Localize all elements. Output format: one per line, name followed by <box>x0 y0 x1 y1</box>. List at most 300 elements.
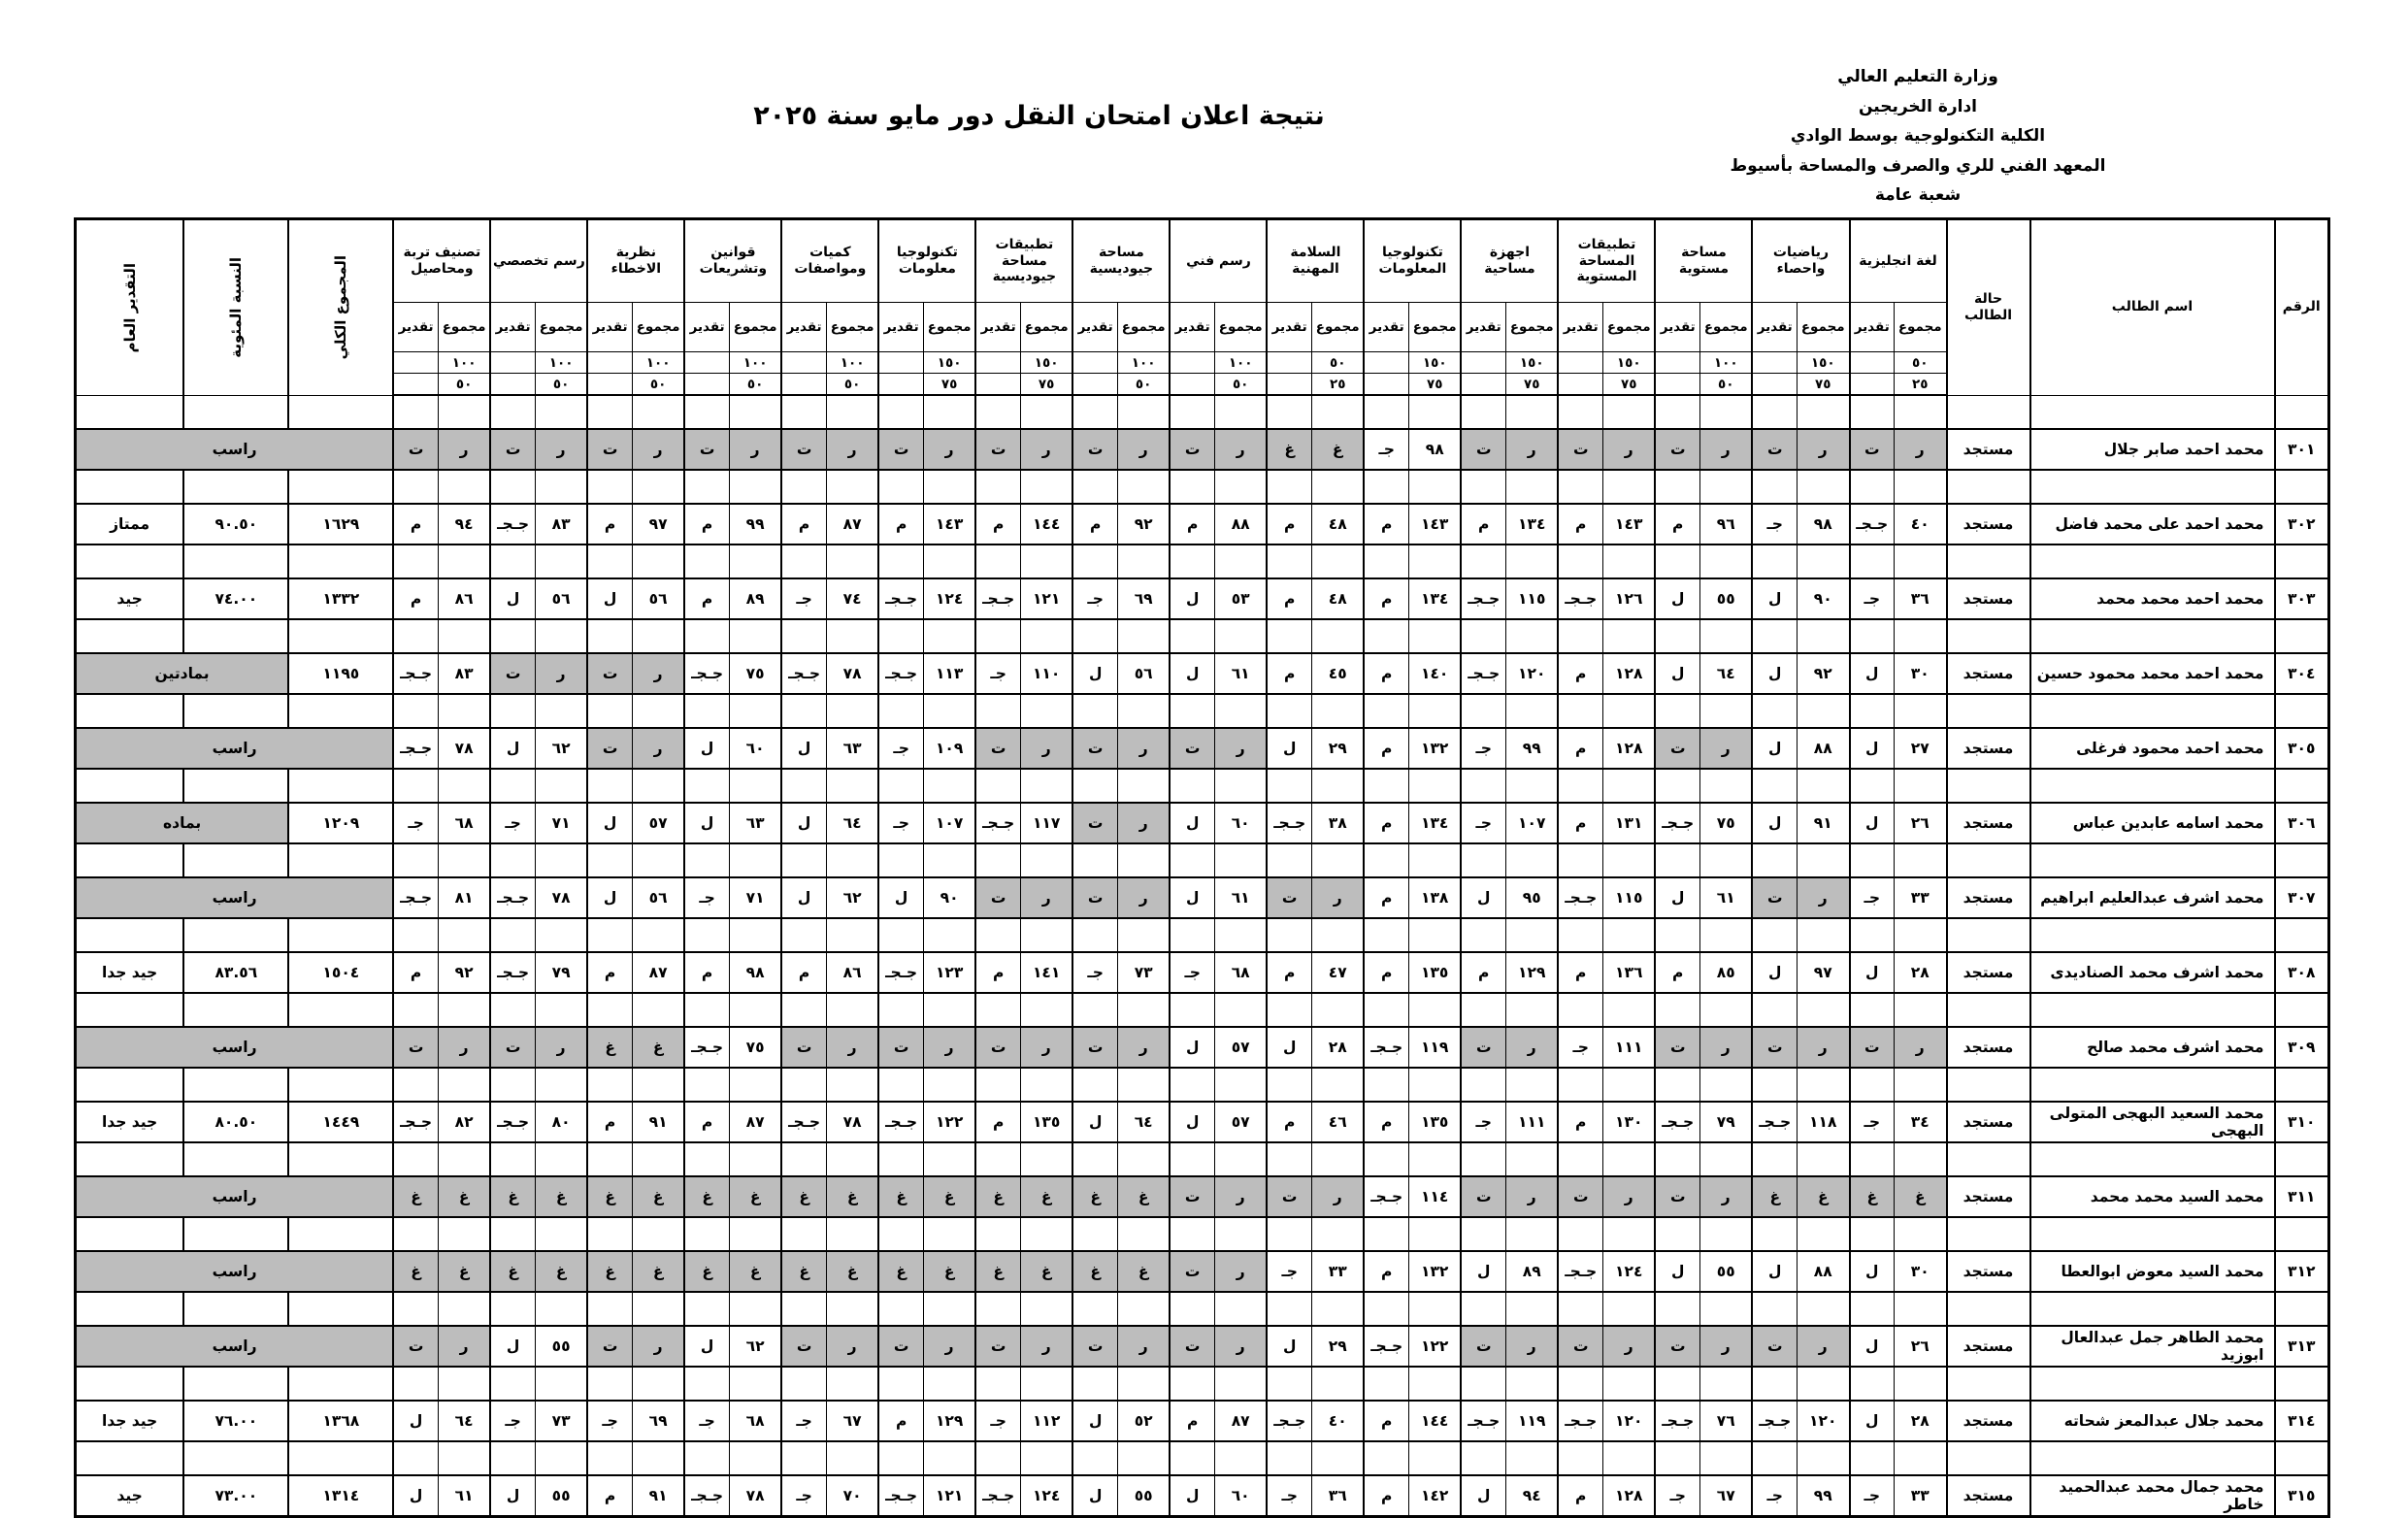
score-cell: ٦١ <box>1214 877 1267 918</box>
empty-cell <box>1558 1217 1602 1251</box>
grade-cell: م <box>1558 728 1602 769</box>
empty-cell <box>183 993 288 1027</box>
empty-cell <box>826 1068 878 1102</box>
empty-cell <box>393 1068 438 1102</box>
empty-cell <box>587 843 632 877</box>
score-cell: ر <box>1214 1176 1267 1217</box>
grade-cell: ل <box>1267 1326 1311 1367</box>
grade-cell: ت <box>490 653 535 694</box>
grade-cell: جـ <box>684 877 729 918</box>
empty-cell <box>1505 470 1558 504</box>
empty-cell <box>1117 1441 1170 1475</box>
score-cell: ر <box>923 429 975 470</box>
empty-cell <box>1214 769 1267 803</box>
score-cell: غ <box>438 1251 490 1292</box>
separator-row <box>75 1367 2328 1401</box>
empty-cell <box>1798 470 1850 504</box>
empty-cell <box>393 918 438 952</box>
empty-cell <box>1558 694 1602 728</box>
separator-row <box>75 1068 2328 1102</box>
empty-cell <box>781 1292 826 1326</box>
empty-cell <box>975 544 1020 578</box>
grade-cell: ت <box>1655 1326 1699 1367</box>
empty-cell <box>729 1292 781 1326</box>
grade-cell: جـجـ <box>781 653 826 694</box>
score-cell: ٦٤ <box>826 803 878 843</box>
score-cell: ر <box>826 1326 878 1367</box>
empty-cell <box>1214 1142 1267 1176</box>
empty-cell <box>1655 1292 1699 1326</box>
status-cell: مستجد <box>1947 1102 2030 1142</box>
percent-cell: ٧٤.٠٠ <box>183 578 288 619</box>
empty-cell <box>1170 918 1214 952</box>
result-cell: راسب <box>75 877 393 918</box>
score-cell: ٥٣ <box>1214 578 1267 619</box>
grade-cell: جـجـ <box>393 877 438 918</box>
grade-cell: جـجـ <box>878 1102 923 1142</box>
grade-cell: ت <box>684 429 729 470</box>
grade-cell: غ <box>1850 1176 1895 1217</box>
empty-cell <box>1850 544 1895 578</box>
grade-cell: جـ <box>490 803 535 843</box>
empty-cell <box>183 1292 288 1326</box>
empty-cell <box>1602 918 1655 952</box>
score-cell: ر <box>535 429 587 470</box>
score-cell: ٨٧ <box>826 504 878 544</box>
separator-row <box>75 1142 2328 1176</box>
ministry-line: المعهد الفني للري والصرف والمساحة بأسيوط <box>1730 155 2106 176</box>
empty-cell <box>1408 1142 1461 1176</box>
score-cell: غ <box>729 1176 781 1217</box>
empty-cell <box>1214 1292 1267 1326</box>
separator-row <box>75 1217 2328 1251</box>
empty-cell <box>183 619 288 653</box>
subject-max-mark: ١٠٠ <box>632 352 684 374</box>
col-header-subject: رسم تخصصي <box>490 219 587 303</box>
empty-cell <box>1895 395 1947 429</box>
empty-cell <box>1752 395 1797 429</box>
empty-cell <box>1699 619 1752 653</box>
empty-cell <box>1850 694 1895 728</box>
score-cell: ٥٧ <box>632 803 684 843</box>
score-cell: ٧٨ <box>438 728 490 769</box>
score-cell: ر <box>1117 1326 1170 1367</box>
score-cell: ١٢١ <box>1020 578 1072 619</box>
grade-cell: غ <box>878 1251 923 1292</box>
score-cell: ١٤٣ <box>923 504 975 544</box>
grade-cell: م <box>1461 504 1505 544</box>
score-cell: ر <box>1798 1326 1850 1367</box>
subject-max-mark: ٥٠ <box>1895 352 1947 374</box>
subcol-header-score: مجموع <box>826 303 878 352</box>
student-row <box>75 1027 2328 1068</box>
empty-cell <box>183 1142 288 1176</box>
empty-cell <box>438 918 490 952</box>
grade-cell: غ <box>975 1176 1020 1217</box>
grade-cell: جـ <box>1558 1027 1602 1068</box>
empty-cell <box>729 619 781 653</box>
empty-cell <box>1461 1217 1505 1251</box>
grade-cell: غ <box>393 1176 438 1217</box>
empty-cell <box>1214 619 1267 653</box>
grade-cell: ل <box>490 1475 535 1517</box>
empty-cell <box>1072 993 1117 1027</box>
grade-cell: م <box>1364 1102 1408 1142</box>
grade-cell: ل <box>1170 1475 1214 1517</box>
empty-cell <box>923 1441 975 1475</box>
empty-cell <box>1850 619 1895 653</box>
empty-cell <box>1461 544 1505 578</box>
score-cell: ٩١ <box>1798 803 1850 843</box>
score-cell: ٦٢ <box>826 877 878 918</box>
empty-cell <box>2030 1367 2275 1401</box>
grade-cell: ل <box>1850 728 1895 769</box>
subject-min-mark: ٥٠ <box>535 374 587 396</box>
score-cell: ٣٠ <box>1895 1251 1947 1292</box>
grade-cell: ت <box>1850 429 1895 470</box>
empty-cell <box>1558 1367 1602 1401</box>
empty-cell <box>1602 993 1655 1027</box>
empty-cell <box>1947 1367 2030 1401</box>
empty-cell <box>1020 619 1072 653</box>
empty-cell <box>878 769 923 803</box>
ministry-line: ادارة الخريجين <box>1858 96 1978 116</box>
empty-cell <box>438 843 490 877</box>
subject-max-mark: ١٠٠ <box>729 352 781 374</box>
grade-cell: م <box>975 952 1020 993</box>
empty-cell <box>1895 470 1947 504</box>
empty-cell <box>1461 395 1505 429</box>
empty-cell <box>1850 1292 1895 1326</box>
score-cell: غ <box>632 1176 684 1217</box>
separator-row <box>75 470 2328 504</box>
empty-cell <box>1267 374 1311 396</box>
name-cell: محمد السيد معوض ابوالعطا <box>2030 1251 2275 1292</box>
grade-cell: جـجـ <box>1267 803 1311 843</box>
empty-cell <box>75 1142 183 1176</box>
empty-cell <box>1655 395 1699 429</box>
empty-cell <box>1699 993 1752 1027</box>
grade-cell: ت <box>1170 728 1214 769</box>
grade-cell: ت <box>1170 1326 1214 1367</box>
grade-cell: ل <box>587 578 632 619</box>
empty-cell <box>1214 1441 1267 1475</box>
empty-cell <box>1850 1068 1895 1102</box>
score-cell: ر <box>923 1027 975 1068</box>
grade-cell: ل <box>1752 728 1797 769</box>
score-cell: ٢٩ <box>1311 1326 1364 1367</box>
empty-cell <box>1267 1217 1311 1251</box>
empty-cell <box>1798 918 1850 952</box>
grade-cell: جـجـ <box>1267 1401 1311 1441</box>
grade-cell: ل <box>781 803 826 843</box>
empty-cell <box>1699 544 1752 578</box>
status-cell: مستجد <box>1947 728 2030 769</box>
grade-cell: م <box>1072 504 1117 544</box>
empty-cell <box>1408 619 1461 653</box>
empty-cell <box>923 544 975 578</box>
empty-cell <box>587 694 632 728</box>
subject-max-mark: ١٥٠ <box>923 352 975 374</box>
separator-row <box>75 395 2328 429</box>
empty-cell <box>288 993 393 1027</box>
grade-cell: م <box>393 504 438 544</box>
subject-max-mark: ١٠٠ <box>1699 352 1752 374</box>
empty-cell <box>729 1367 781 1401</box>
grade-cell: م <box>1558 803 1602 843</box>
grade-cell: ل <box>781 877 826 918</box>
grade-cell: ت <box>490 429 535 470</box>
empty-cell <box>1655 1217 1699 1251</box>
empty-cell <box>2275 619 2329 653</box>
name-cell: محمد السيد محمد محمد <box>2030 1176 2275 1217</box>
grade-cell: ل <box>1850 653 1895 694</box>
grade-cell: م <box>587 1475 632 1517</box>
grade-cell: ل <box>781 728 826 769</box>
empty-cell <box>1311 619 1364 653</box>
empty-cell <box>975 918 1020 952</box>
total-cell: ١٣٦٨ <box>288 1401 393 1441</box>
empty-cell <box>1072 1441 1117 1475</box>
empty-cell <box>438 544 490 578</box>
empty-cell <box>878 1292 923 1326</box>
empty-cell <box>1798 694 1850 728</box>
grade-cell: ت <box>1850 1027 1895 1068</box>
grade-cell: جـ <box>587 1401 632 1441</box>
grade-cell: ت <box>1072 429 1117 470</box>
score-cell: غ <box>535 1176 587 1217</box>
empty-cell <box>1117 1217 1170 1251</box>
empty-cell <box>1602 395 1655 429</box>
empty-cell <box>826 993 878 1027</box>
empty-cell <box>1170 843 1214 877</box>
empty-cell <box>1655 1142 1699 1176</box>
overall-grade-cell: جيد جدا <box>75 1401 183 1441</box>
score-cell: ٩٠ <box>1798 578 1850 619</box>
empty-cell <box>1655 993 1699 1027</box>
subject-min-mark: ٢٥ <box>1895 374 1947 396</box>
score-cell: ١٤١ <box>1020 952 1072 993</box>
serial-cell: ٣١٥ <box>2275 1475 2329 1517</box>
grade-cell: م <box>1267 1102 1311 1142</box>
empty-cell <box>878 843 923 877</box>
grade-cell: م <box>684 578 729 619</box>
empty-cell <box>1655 769 1699 803</box>
grade-cell: جـجـ <box>1655 803 1699 843</box>
grade-cell: م <box>587 504 632 544</box>
grade-cell: م <box>684 952 729 993</box>
subject-max-mark: ١٥٠ <box>1798 352 1850 374</box>
empty-cell <box>1117 544 1170 578</box>
empty-cell <box>632 1292 684 1326</box>
empty-cell <box>1364 1068 1408 1102</box>
grade-cell: م <box>1267 952 1311 993</box>
grade-cell: جـجـ <box>1752 1401 1797 1441</box>
grade-cell: جـجـ <box>878 1475 923 1517</box>
score-cell: غ <box>1798 1176 1850 1217</box>
empty-cell <box>1602 619 1655 653</box>
empty-cell <box>1850 1142 1895 1176</box>
grade-cell: ت <box>393 429 438 470</box>
score-cell: ٨٩ <box>729 578 781 619</box>
empty-cell <box>75 769 183 803</box>
grade-cell: ت <box>1461 1027 1505 1068</box>
empty-cell <box>1311 769 1364 803</box>
score-cell: ٩٨ <box>1408 429 1461 470</box>
empty-cell <box>1602 544 1655 578</box>
empty-cell <box>781 470 826 504</box>
subcol-header-score: مجموع <box>1699 303 1752 352</box>
score-cell: ١٣١ <box>1602 803 1655 843</box>
grade-cell: ت <box>1072 1027 1117 1068</box>
empty-cell <box>1895 993 1947 1027</box>
grade-cell: ل <box>587 803 632 843</box>
empty-cell <box>1699 1142 1752 1176</box>
empty-cell <box>2275 470 2329 504</box>
grade-cell: م <box>1461 952 1505 993</box>
empty-cell <box>632 993 684 1027</box>
empty-cell <box>1117 1068 1170 1102</box>
grade-cell: ت <box>587 653 632 694</box>
empty-cell <box>923 1292 975 1326</box>
empty-cell <box>1699 1292 1752 1326</box>
empty-cell <box>393 1367 438 1401</box>
score-cell: ٦١ <box>1699 877 1752 918</box>
grade-cell: م <box>1364 952 1408 993</box>
empty-cell <box>1461 1068 1505 1102</box>
col-header-subject: مساحة مستوية <box>1655 219 1752 303</box>
empty-cell <box>535 1217 587 1251</box>
score-cell: ٤٠ <box>1311 1401 1364 1441</box>
empty-cell <box>1895 1068 1947 1102</box>
empty-cell <box>1699 1217 1752 1251</box>
empty-cell <box>1364 544 1408 578</box>
empty-cell <box>2275 1367 2329 1401</box>
score-cell: ر <box>1214 728 1267 769</box>
score-cell: ٦٣ <box>729 803 781 843</box>
empty-cell <box>1461 1441 1505 1475</box>
overall-grade-cell: جيد جدا <box>75 952 183 993</box>
empty-cell <box>1170 1441 1214 1475</box>
grade-cell: جـجـ <box>1558 1401 1602 1441</box>
empty-cell <box>75 1441 183 1475</box>
empty-cell <box>183 544 288 578</box>
subject-min-mark: ٧٥ <box>1602 374 1655 396</box>
empty-cell <box>1895 843 1947 877</box>
score-cell: ١١٠ <box>1020 653 1072 694</box>
empty-cell <box>1214 1068 1267 1102</box>
empty-cell <box>183 470 288 504</box>
empty-cell <box>2275 1292 2329 1326</box>
empty-cell <box>1602 1367 1655 1401</box>
result-cell: راسب <box>75 429 393 470</box>
grade-cell: غ <box>1072 1251 1117 1292</box>
grade-cell: جـ <box>393 803 438 843</box>
empty-cell <box>1752 619 1797 653</box>
empty-cell <box>1461 470 1505 504</box>
score-cell: ر <box>1117 877 1170 918</box>
score-cell: ر <box>1214 429 1267 470</box>
empty-cell <box>632 694 684 728</box>
score-cell: ١١٤ <box>1408 1176 1461 1217</box>
empty-cell <box>393 395 438 429</box>
grade-cell: جـجـ <box>393 653 438 694</box>
score-cell: ر <box>1699 429 1752 470</box>
empty-cell <box>1461 843 1505 877</box>
score-cell: غ <box>1020 1251 1072 1292</box>
empty-cell <box>923 694 975 728</box>
empty-cell <box>684 374 729 396</box>
empty-cell <box>490 1142 535 1176</box>
grade-cell: م <box>1267 578 1311 619</box>
score-cell: ٦٠ <box>1214 1475 1267 1517</box>
empty-cell <box>1311 1367 1364 1401</box>
empty-cell <box>1461 1367 1505 1401</box>
empty-cell <box>1895 694 1947 728</box>
empty-cell <box>1117 395 1170 429</box>
empty-cell <box>1267 619 1311 653</box>
empty-cell <box>535 843 587 877</box>
empty-cell <box>1311 544 1364 578</box>
grade-cell: جـجـ <box>1364 1176 1408 1217</box>
grade-cell: جـجـ <box>975 803 1020 843</box>
grade-cell: غ <box>975 1251 1020 1292</box>
col-header-serial: الرقم <box>2275 219 2329 396</box>
empty-cell <box>1170 544 1214 578</box>
empty-cell <box>975 1068 1020 1102</box>
empty-cell <box>438 1292 490 1326</box>
grade-cell: جـ <box>1461 728 1505 769</box>
subject-min-mark: ٥٠ <box>1214 374 1267 396</box>
total-cell: ١٤٤٩ <box>288 1102 393 1142</box>
empty-cell <box>923 1068 975 1102</box>
empty-cell <box>1020 1292 1072 1326</box>
grade-cell: ت <box>1267 877 1311 918</box>
serial-cell: ٣١٤ <box>2275 1401 2329 1441</box>
grade-cell: جـجـ <box>975 578 1020 619</box>
empty-cell <box>2030 544 2275 578</box>
empty-cell <box>1364 918 1408 952</box>
grade-cell: ل <box>490 578 535 619</box>
empty-cell <box>1505 843 1558 877</box>
grade-cell: ل <box>1850 952 1895 993</box>
grade-cell: م <box>1364 504 1408 544</box>
empty-cell <box>490 769 535 803</box>
empty-cell <box>1117 694 1170 728</box>
student-row <box>75 728 2328 769</box>
empty-cell <box>75 694 183 728</box>
grade-cell: م <box>1267 504 1311 544</box>
grade-cell: ت <box>1461 1326 1505 1367</box>
score-cell: ٧٦ <box>1699 1401 1752 1441</box>
grade-cell: ت <box>878 1027 923 1068</box>
empty-cell <box>878 1367 923 1401</box>
name-cell: محمد احمد محمد محمود حسين <box>2030 653 2275 694</box>
grade-cell: جـ <box>975 653 1020 694</box>
empty-cell <box>729 843 781 877</box>
empty-cell <box>1311 1068 1364 1102</box>
empty-cell <box>2030 1217 2275 1251</box>
empty-cell <box>1408 395 1461 429</box>
separator-row <box>75 993 2328 1027</box>
score-cell: ر <box>1214 1326 1267 1367</box>
empty-cell <box>535 544 587 578</box>
score-cell: ٥٥ <box>535 1326 587 1367</box>
score-cell: ٥٦ <box>535 578 587 619</box>
empty-cell <box>1850 395 1895 429</box>
subject-min-mark: ٥٠ <box>632 374 684 396</box>
empty-cell <box>1655 843 1699 877</box>
